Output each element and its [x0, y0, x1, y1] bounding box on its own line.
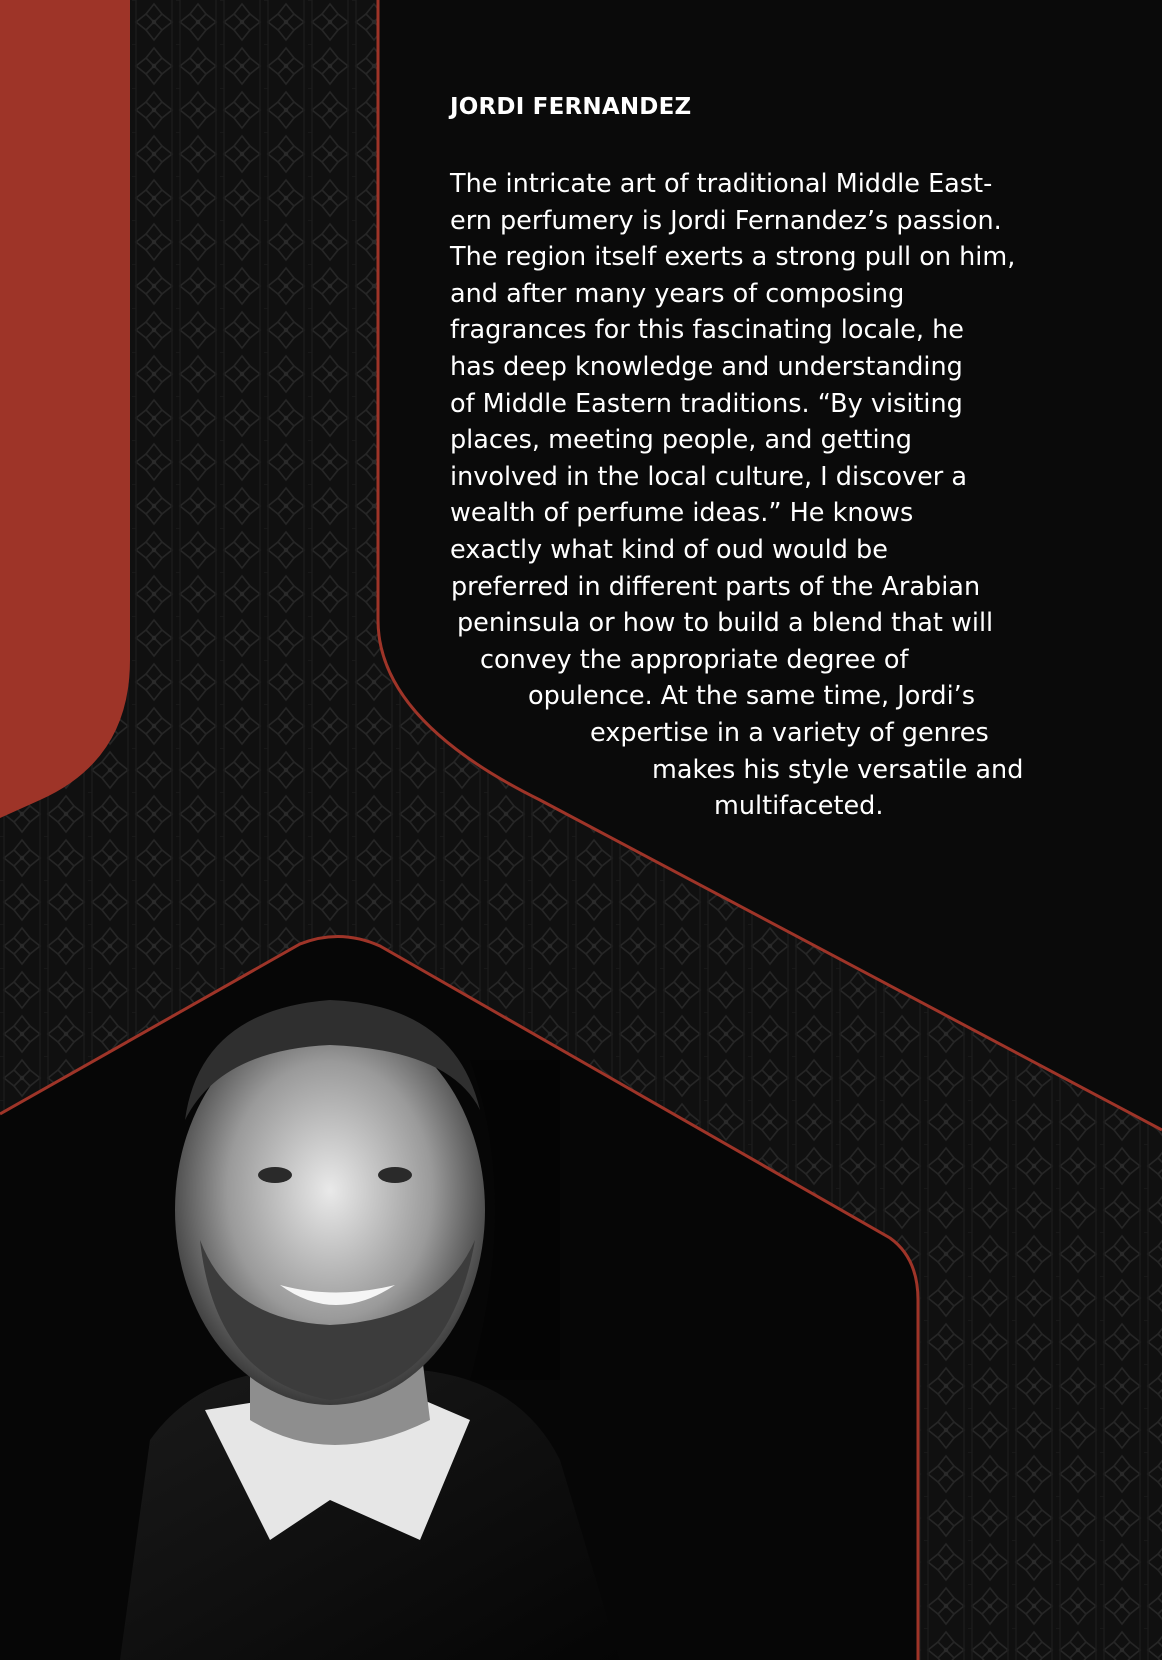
bio-line: makes his style versatile and — [652, 754, 1024, 785]
bio-line: places, meeting people, and getting — [450, 425, 912, 456]
bio-line: peninsula or how to build a blend that will — [457, 608, 994, 639]
bio-line: has deep knowledge and understanding — [450, 351, 963, 382]
bio-line: involved in the local culture, I discover a — [450, 461, 967, 492]
bio-line: expertise in a variety of genres — [590, 717, 989, 748]
bio-line: The region itself exerts a strong pull on him, — [450, 242, 1016, 273]
bio-line: and after many years of composing — [450, 278, 905, 309]
bio-line: The intricate art of traditional Middle East- — [450, 169, 993, 199]
bio-line: multifaceted. — [714, 791, 884, 822]
bio-line: fragrances for this fascinating locale, he — [450, 315, 964, 346]
profile-bio — [0, 166, 1162, 825]
bio-line: exactly what kind of oud would be — [450, 534, 888, 565]
bio-line: ern perfumery is Jordi Fernandez’s passion. — [450, 205, 1002, 236]
bio-line: of Middle Eastern traditions. “By visiting — [450, 388, 963, 419]
profile-name: JORDI FERNANDEZ — [450, 94, 692, 120]
bio-line: opulence. At the same time, Jordi’s — [528, 681, 976, 712]
bio-line: wealth of perfume ideas.” He knows — [450, 498, 914, 529]
bio-line: convey the appropriate degree of — [480, 644, 909, 675]
bio-line: preferred in different parts of the Arabian — [451, 571, 981, 602]
